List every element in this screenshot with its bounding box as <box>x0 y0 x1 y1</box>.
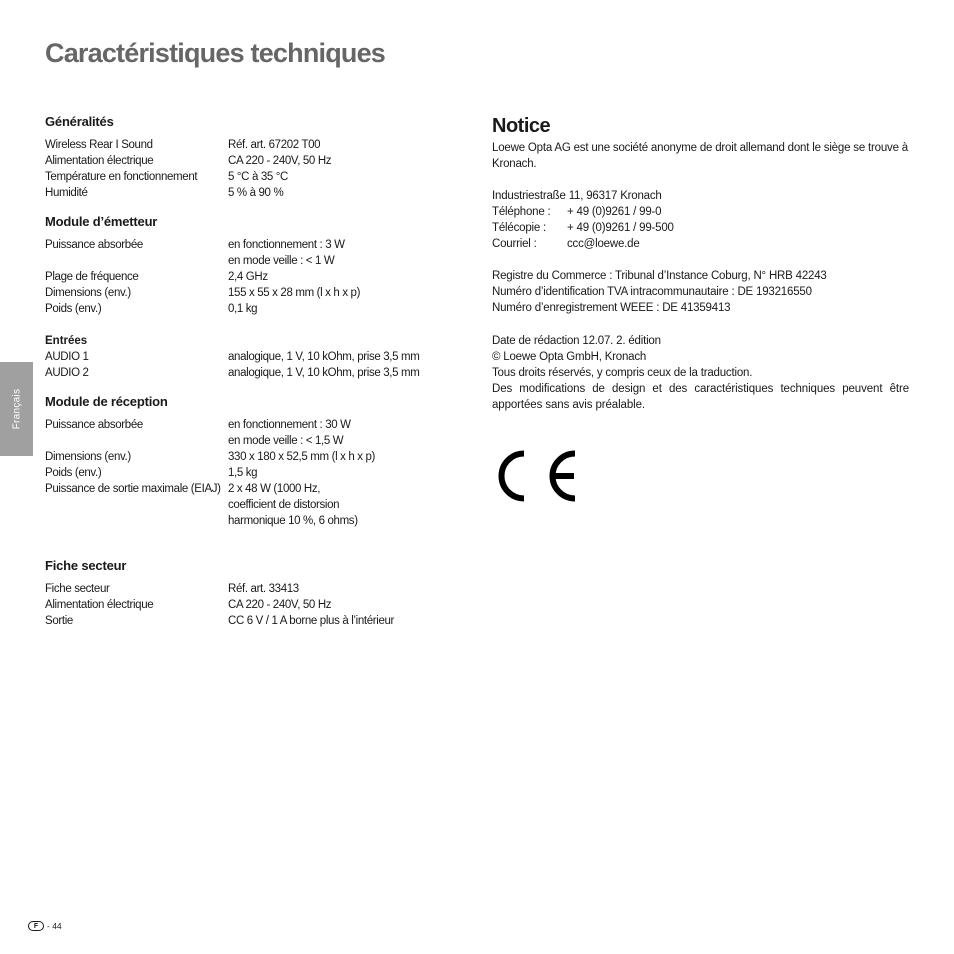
spec-value: CA 220 - 240V, 50 Hz <box>228 599 332 611</box>
spec-label: AUDIO 1 <box>45 351 89 363</box>
spec-value: analogique, 1 V, 10 kOhm, prise 3,5 mm <box>228 351 420 363</box>
spec-label: Puissance de sortie maximale (EIAJ) <box>45 483 221 495</box>
subsection-heading: Entrées <box>45 335 88 347</box>
spec-row <box>45 153 465 169</box>
notice-title: Notice <box>492 115 551 137</box>
spec-row <box>45 597 465 613</box>
spec-label: Plage de fréquence <box>45 271 139 283</box>
spec-label <box>45 513 228 529</box>
spec-value: 155 x 55 x 28 mm (l x h x p) <box>228 287 361 299</box>
contact-row <box>492 220 909 236</box>
spec-row <box>45 613 465 629</box>
spec-column <box>45 112 465 629</box>
spec-value: 1,5 kg <box>228 467 258 479</box>
language-tab-label: Français <box>11 388 22 430</box>
spec-label: Dimensions (env.) <box>45 287 131 299</box>
spec-label: Alimentation électrique <box>45 599 154 611</box>
registry-line: Registre du Commerce : Tribunal d’Instance Coburg, N° HRB 42243 <box>492 270 827 282</box>
spec-row <box>45 169 465 185</box>
section-power-plug <box>45 556 465 629</box>
spec-row <box>45 137 465 153</box>
spec-label <box>45 497 228 513</box>
spec-row <box>45 465 465 481</box>
spec-row <box>45 481 465 497</box>
spec-value: 5 °C à 35 °C <box>228 171 288 183</box>
spec-label: Sortie <box>45 615 73 627</box>
spec-value: CA 220 - 240V, 50 Hz <box>228 155 332 167</box>
spec-value: Réf. art. 33413 <box>228 583 299 595</box>
contact-value: + 49 (0)9261 / 99-0 <box>567 206 662 218</box>
registry-list <box>492 268 909 316</box>
page-title: Caractéristiques techniques <box>45 38 386 68</box>
spec-value: CC 6 V / 1 A borne plus à l’intérieur <box>228 615 395 627</box>
spec-row <box>45 497 465 513</box>
spec-row <box>45 365 465 381</box>
notice-address: Industriestraße 11, 96317 Kronach <box>492 190 662 202</box>
spec-label: Dimensions (env.) <box>45 451 131 463</box>
rights-reserved: Tous droits réservés, y compris ceux de la traduction. <box>492 367 753 379</box>
spec-value: harmonique 10 %, 6 ohms) <box>228 515 358 527</box>
spec-label: Température en fonctionnement <box>45 171 198 183</box>
section-heading: Module d’émetteur <box>45 214 158 229</box>
spec-value: coefficient de distorsion <box>228 499 340 511</box>
spec-row <box>45 301 465 317</box>
section-heading: Fiche secteur <box>45 558 127 573</box>
spec-row <box>45 237 465 253</box>
contact-label: Télécopie : <box>492 222 547 234</box>
spec-row <box>45 269 465 285</box>
contact-value: + 49 (0)9261 / 99-500 <box>567 222 674 234</box>
spec-label: Puissance absorbée <box>45 419 143 431</box>
disclaimer: Des modifications de design et des caractéristiques techniques peuvent être apportées sans avis préalable. <box>492 383 909 411</box>
notice-intro: Loewe Opta AG est une société anonyme de droit allemand dont le siège se trouve à Kronach. <box>492 142 908 170</box>
spec-row <box>45 417 465 433</box>
spec-row <box>45 285 465 301</box>
section-receiver <box>45 392 465 529</box>
spec-label: Poids (env.) <box>45 467 102 479</box>
section-transmitter <box>45 212 465 381</box>
spec-value: en fonctionnement : 3 W <box>228 239 345 251</box>
spec-row <box>45 449 465 465</box>
registry-line: Numéro d’enregistrement WEEE : DE 41359413 <box>492 302 731 314</box>
page-footer <box>28 921 62 931</box>
spec-label: Poids (env.) <box>45 303 102 315</box>
ce-mark-icon <box>493 446 577 506</box>
legal-block <box>492 333 909 413</box>
spec-row <box>45 253 465 269</box>
spec-label: Fiche secteur <box>45 583 110 595</box>
section-heading: Généralités <box>45 114 114 129</box>
spec-value: en fonctionnement : 30 W <box>228 419 351 431</box>
spec-label: Alimentation électrique <box>45 155 154 167</box>
spec-value: 330 x 180 x 52,5 mm (l x h x p) <box>228 451 376 463</box>
spec-value: 5 % à 90 % <box>228 187 284 199</box>
spec-label: Wireless Rear I Sound <box>45 139 153 151</box>
spec-row <box>45 349 465 365</box>
spec-value: en mode veille : < 1,5 W <box>228 435 344 447</box>
spec-label: Humidité <box>45 187 88 199</box>
spec-row <box>45 581 465 597</box>
spec-row <box>45 513 465 529</box>
spec-label: AUDIO 2 <box>45 367 89 379</box>
contact-label: Téléphone : <box>492 206 551 218</box>
spec-row <box>45 185 465 201</box>
language-tab <box>0 362 33 456</box>
spec-value: 2,4 GHz <box>228 271 268 283</box>
contact-row <box>492 236 909 252</box>
section-heading: Module de réception <box>45 394 168 409</box>
spec-value: en mode veille : < 1 W <box>228 255 335 267</box>
spec-value: 0,1 kg <box>228 303 258 315</box>
edition-date: Date de rédaction 12.07. 2. édition <box>492 335 661 347</box>
contact-email[interactable]: ccc@loewe.de <box>567 238 640 250</box>
copyright: © Loewe Opta GmbH, Kronach <box>492 351 647 363</box>
contact-label: Courriel : <box>492 238 537 250</box>
page-number: - 44 <box>47 921 62 931</box>
spec-value: analogique, 1 V, 10 kOhm, prise 3,5 mm <box>228 367 420 379</box>
spec-value: Réf. art. 67202 T00 <box>228 139 321 151</box>
spec-label: Puissance absorbée <box>45 239 143 251</box>
registry-line: Numéro d’identification TVA intracommunautaire : DE 193216550 <box>492 286 812 298</box>
section-general <box>45 112 465 201</box>
contact-list <box>492 204 909 252</box>
spec-value: 2 x 48 W (1000 Hz, <box>228 483 321 495</box>
contact-row <box>492 204 909 220</box>
language-badge: F <box>28 921 44 931</box>
spec-label <box>45 433 228 449</box>
spec-label <box>45 253 228 269</box>
notice-column <box>492 112 909 413</box>
spec-row <box>45 433 465 449</box>
